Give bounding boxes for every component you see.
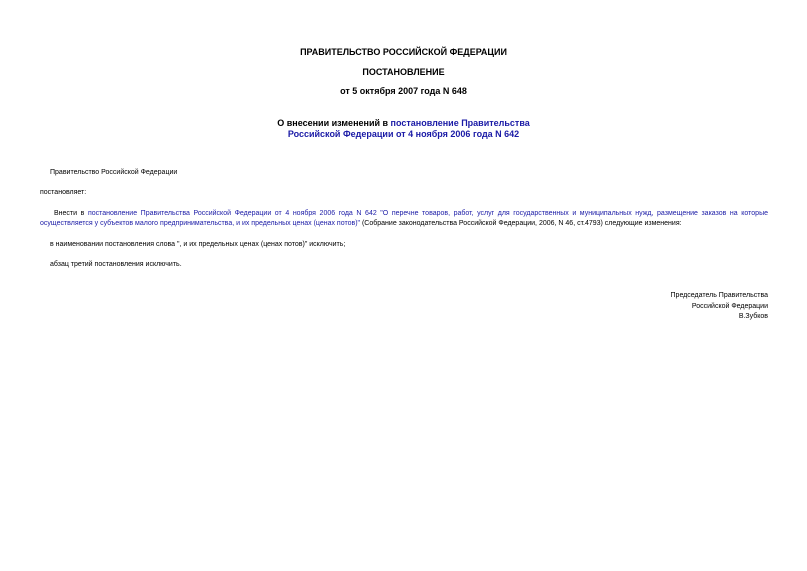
signature-organization: Российской Федерации [691, 303, 768, 310]
amendment-paragraph-line2 [40, 219, 768, 229]
amendment-item-1: в наименовании постановления слова ", и их предельных ценах (ценах потов)" исключить; [50, 241, 346, 248]
amendment-lead: Внести в [54, 210, 88, 217]
title-prefix: О внесении изменений в [277, 118, 391, 128]
document-title-line2 [0, 128, 807, 140]
amendment-paragraph [40, 209, 768, 229]
title-link-part2[interactable]: Российской Федерации от 4 ноября 2006 года N 642 [287, 129, 520, 139]
amendment-paragraph-line1 [40, 209, 768, 219]
signature-position: Председатель Правительства [670, 292, 768, 299]
document-type-heading: ПОСТАНОВЛЕНИЕ [362, 67, 445, 77]
amendment-link-part1[interactable]: постановление Правительства Российской Федерации от 4 ноября 2006 года N 642 "О перечне товаров, работ, услуг для государственных и муниципальных нужд, размещение заказов на которые [87, 210, 768, 217]
amendment-link-part2[interactable]: осуществляется у субъектов малого предпринимательства, и их предельных ценах (ценах потов)" [40, 220, 361, 227]
amendment-tail: (Собрание законодательства Российской Федерации, 2006, N 46, ст.4793) следующие изменения: [360, 220, 682, 227]
government-heading: ПРАВИТЕЛЬСТВО РОССИЙСКОЙ ФЕДЕРАЦИИ [300, 47, 507, 57]
title-link-part1[interactable]: постановление Правительства [390, 118, 530, 128]
amendment-item-2: абзац третий постановления исключить. [50, 261, 182, 268]
signature-name: В.Зубков [738, 313, 768, 320]
intro-text: Правительство Российской Федерации [50, 169, 178, 176]
decides-text: постановляет: [40, 189, 87, 196]
date-number-heading: от 5 октября 2007 года N 648 [340, 86, 467, 96]
